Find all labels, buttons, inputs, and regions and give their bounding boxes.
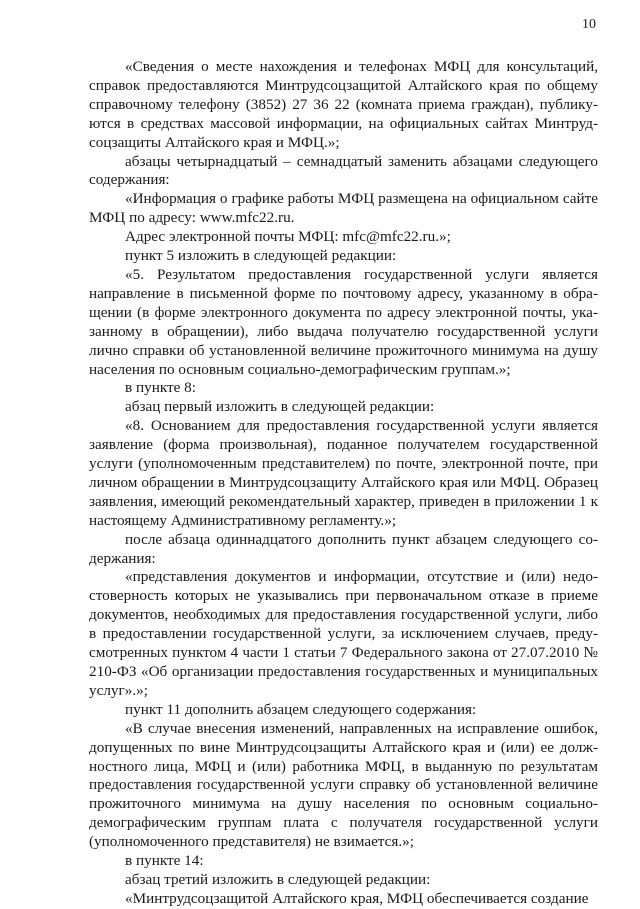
paragraph-point-8-instruction: абзац первый изложить в следующей редакции: (125, 398, 435, 416)
paragraph-mfc-email: Адрес электронной почты МФЦ: mfc@mfc22.ru.»; (125, 228, 451, 246)
paragraph-point-5-text: «5. Результатом предоставления государственной услуги является направление в письменной форме по почтовому адресу, указанному в обращении (в форме электронного документа по адресу электронной почты, указанному в обращении), либо выдача получателю государственной услуги лично справки об установленной величине прожиточного минимума на душу населения по основным социально-демографическим группам.»; (89, 265, 598, 378)
paragraph-point-11-instruction: пункт 11 дополнить абзацем следующего содержания: (125, 700, 477, 718)
page-number: 10 (582, 17, 596, 32)
document-body (89, 58, 598, 909)
paragraph-add-after-eleventh: после абзаца одиннадцатого дополнить пункт абзацем следующего содержания: (89, 530, 598, 567)
paragraph-point-14-text: «Минтрудсоцзащитой Алтайского края, МФЦ обеспечивается создание (125, 889, 589, 907)
paragraph-mfc-schedule: «Информация о графике работы МФЦ размещена на официальном сайте МФЦ по адресу: www.mfc22.ru. (89, 190, 598, 227)
paragraph-point-8-heading: в пункте 8: (125, 379, 196, 397)
paragraph-point-14-heading: в пункте 14: (125, 852, 204, 870)
paragraph-point-8-text: «8. Основанием для предоставления государственной услуги является заявление (форма произвольная), поданное получателем государственной услуги (уполномоченным представителем) по почте, электронной почте, при личном обращении в Минтрудсоцзащиту Алтайского края или МФЦ. Образец заявления, имеющий рекомендательный характер, приведен в приложении 1 к настоящему Административному регламенту.»; (89, 417, 598, 529)
paragraph-documents-text: «представления документов и информации, отсутствие и (или) недостоверность которых не указывались при первоначальном отказе в приеме документов, необходимых для предоставления государственной услуги, либо в предоставлении государственной услуги, за исключением случаев, предусмотренных пунктом 4 части 1 статьи 7 Федерального закона от 27.07.2010 № 210-ФЗ «Об организации предоставления государственных и муниципальных услуг».»; (89, 568, 598, 699)
paragraph-point-11-text: «В случае внесения изменений, направленных на исправление ошибок, допущенных по вине Минтрудсоцзащиты Алтайского края и (или) ее должностного лица, МФЦ и (или) работника МФЦ, в выданную по результатам предоставления государственной услуги справку об установленной величине прожиточного минимума на душу населения по основным социально-демографическим группам плата с получателя государственной услуги (уполномоченного представителя) не взимается.»; (89, 719, 598, 851)
paragraph-point-5-instruction: пункт 5 изложить в следующей редакции: (125, 247, 397, 265)
paragraph-replace-instruction: абзацы четырнадцатый – семнадцатый заменить абзацами следующего содержания: (89, 152, 598, 189)
paragraph-mfc-contacts: «Сведения о месте нахождения и телефонах МФЦ для консультаций, справок предоставляются Минтрудсоцзащитой Алтайского края по общему справочному телефону (3852) 27 36 22 (комната приема граждан), публикуются в средствах массовой информации, на официальных сайтах Минтрудсоцзащиты Алтайского края и МФЦ.»; (89, 58, 598, 151)
paragraph-point-14-instruction: абзац третий изложить в следующей редакции: (125, 870, 431, 888)
